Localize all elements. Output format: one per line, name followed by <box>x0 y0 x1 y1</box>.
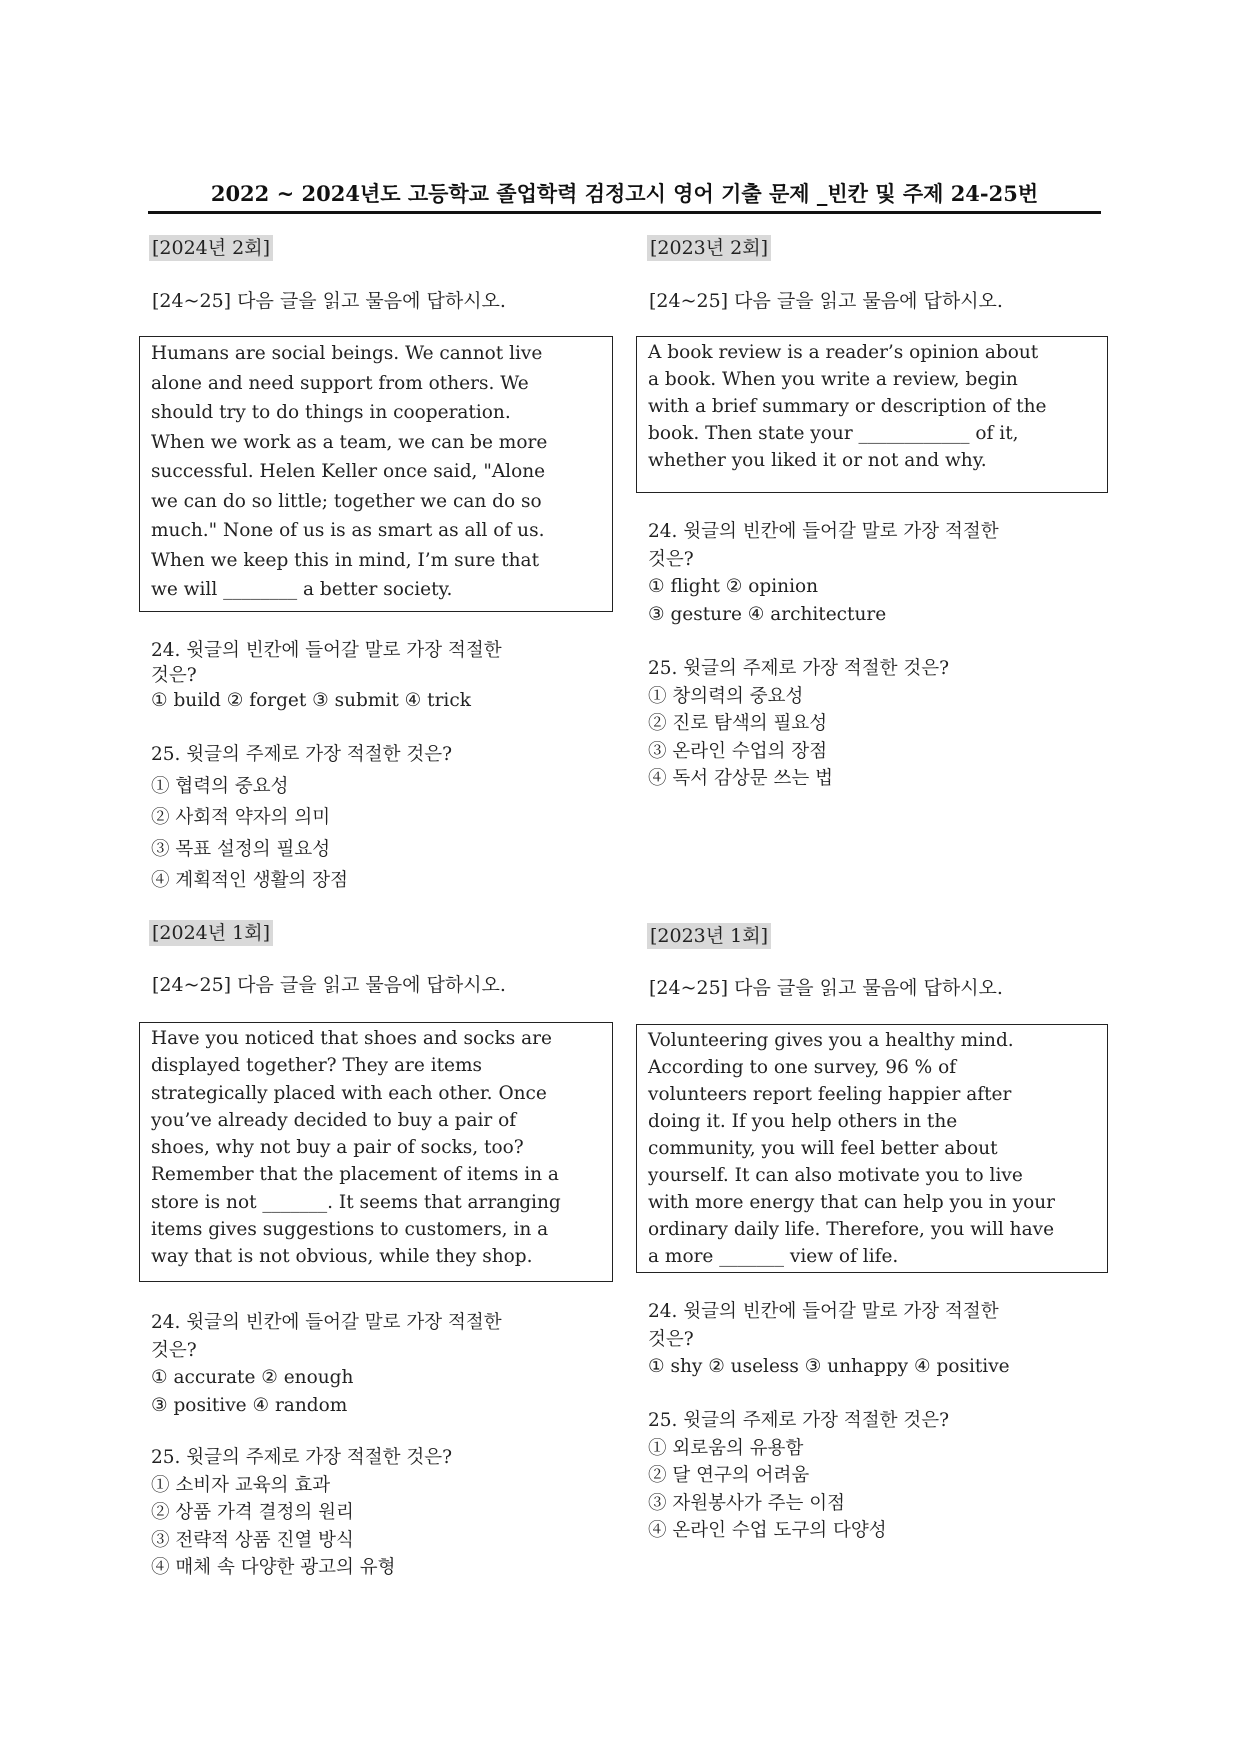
question-line: 25. 윗글의 주제로 가장 적절한 것은? <box>151 1447 453 1468</box>
question-line: 것은? <box>151 1339 197 1361</box>
section-instruction: [24~25] 다음 글을 읽고 물음에 답하시오. <box>152 290 506 312</box>
passage-line: community, you will feel better about <box>648 1138 998 1159</box>
passage-box <box>139 336 613 612</box>
question-line: ④ 독서 감상문 쓰는 법 <box>648 768 833 789</box>
question-line: ④ 계획적인 생활의 장점 <box>151 870 348 891</box>
passage-line: with more energy that can help you in your <box>648 1192 1055 1213</box>
passage-line: much." None of us is as smart as all of us. <box>151 520 545 541</box>
question-line: ② 진로 탐색의 필요성 <box>648 713 828 734</box>
passage-line: Humans are social beings. We cannot live <box>151 343 543 364</box>
passage-line: yourself. It can also motivate you to live <box>648 1165 1023 1186</box>
question-line: 24. 윗글의 빈칸에 들어갈 말로 가장 적절한 <box>151 1312 502 1333</box>
section-instruction: [24~25] 다음 글을 읽고 물음에 답하시오. <box>649 977 1003 999</box>
question-line: 25. 윗글의 주제로 가장 적절한 것은? <box>648 658 950 679</box>
question-25 <box>151 739 452 897</box>
passage-box <box>139 1022 613 1282</box>
passage-line: should try to do things in cooperation. <box>151 402 511 423</box>
section-label: [2023년 2회] <box>647 235 771 261</box>
question-line: ③ 온라인 수업의 장점 <box>648 740 828 762</box>
question-line: ③ 목표 설정의 필요성 <box>151 838 331 860</box>
question-line: 24. 윗글의 빈칸에 들어갈 말로 가장 적절한 <box>648 1301 999 1322</box>
question-25 <box>151 1444 452 1582</box>
passage-line: A book review is a reader’s opinion about <box>648 342 1039 363</box>
question-line: ① build ② forget ③ submit ④ trick <box>151 690 471 711</box>
question-line: 것은? <box>648 548 694 570</box>
question-25 <box>648 655 949 793</box>
question-24 <box>151 1309 502 1419</box>
question-line: ① flight ② opinion <box>648 576 819 597</box>
section-label: [2024년 2회] <box>149 235 273 261</box>
passage-line: Volunteering gives you a healthy mind. <box>648 1030 1014 1051</box>
question-line: ② 달 연구의 어려움 <box>648 1465 810 1486</box>
passage-line: shoes, why not buy a pair of socks, too? <box>151 1137 524 1159</box>
question-24 <box>151 638 502 713</box>
passage-line: When we keep this in mind, I’m sure that <box>151 549 540 571</box>
question-line: ④ 온라인 수업 도구의 다양성 <box>648 1520 887 1541</box>
passage-line: alone and need support from others. We <box>151 372 529 394</box>
question-24 <box>648 518 999 628</box>
passage-line: book. Then state your ____________ of it, <box>648 423 1019 444</box>
passage-line: ordinary daily life. Therefore, you will have <box>648 1219 1055 1240</box>
passage-line: items gives suggestions to customers, in a <box>151 1219 549 1241</box>
passage-line: successful. Helen Keller once said, "Alone <box>151 461 546 482</box>
passage-line: store is not _______. It seems that arranging <box>151 1191 561 1213</box>
passage-line: When we work as a team, we can be more <box>151 431 548 453</box>
section-label: [2024년 1회] <box>149 920 273 946</box>
question-line: ① 외로움의 유용함 <box>648 1437 804 1459</box>
passage-line: Remember that the placement of items in a <box>151 1164 559 1186</box>
title-divider <box>148 211 1101 214</box>
passage-line: strategically placed with each other. Once <box>151 1082 547 1104</box>
question-line: 25. 윗글의 주제로 가장 적절한 것은? <box>648 1410 950 1431</box>
question-line: ① shy ② useless ③ unhappy ④ positive <box>648 1356 1010 1377</box>
question-line: 24. 윗글의 빈칸에 들어갈 말로 가장 적절한 <box>151 640 502 661</box>
question-line: 25. 윗글의 주제로 가장 적절한 것은? <box>151 744 453 765</box>
question-line: 24. 윗글의 빈칸에 들어갈 말로 가장 적절한 <box>648 521 999 542</box>
passage-box <box>636 336 1108 493</box>
question-line: ① 협력의 중요성 <box>151 775 289 797</box>
passage-line: you’ve already decided to buy a pair of <box>151 1109 517 1131</box>
section-label: [2023년 1회] <box>647 923 771 949</box>
question-line: ① 창의력의 중요성 <box>648 685 804 707</box>
passage-line: According to one survey, 96 % of <box>648 1057 957 1078</box>
passage-box <box>636 1024 1108 1273</box>
section-instruction: [24~25] 다음 글을 읽고 물음에 답하시오. <box>152 974 506 996</box>
document-title: 2022 ~ 2024년도 고등학교 졸업학력 검정고시 영어 기출 문제 _빈칸 및 주제 24-25번 <box>210 181 1039 206</box>
question-line: ② 상품 가격 결정의 원리 <box>151 1502 354 1523</box>
passage-line: with a brief summary or description of the <box>648 396 1047 417</box>
question-line: ③ gesture ④ architecture <box>648 603 887 625</box>
question-line: ① accurate ② enough <box>151 1367 354 1388</box>
passage-line: way that is not obvious, while they shop. <box>151 1246 533 1268</box>
passage-line: whether you liked it or not and why. <box>648 450 987 471</box>
question-line: ③ 자원봉사가 주는 이점 <box>648 1492 845 1514</box>
question-line: 것은? <box>648 1328 694 1350</box>
passage-line: displayed together? They are items <box>151 1055 483 1077</box>
question-24 <box>648 1298 1010 1381</box>
question-25 <box>648 1407 949 1545</box>
question-line: ④ 매체 속 다양한 광고의 유형 <box>151 1557 396 1578</box>
question-line: ① 소비자 교육의 효과 <box>151 1474 331 1496</box>
passage-line: we will ________ a better society. <box>151 579 453 600</box>
passage-line: Have you noticed that shoes and socks are <box>151 1028 552 1049</box>
question-line: ③ 전략적 상품 진열 방식 <box>151 1529 354 1551</box>
passage-line: a more _______ view of life. <box>648 1246 899 1267</box>
passage-line: a book. When you write a review, begin <box>648 369 1018 390</box>
question-line: ② 사회적 약자의 의미 <box>151 807 331 828</box>
passage-line: we can do so little; together we can do so <box>151 490 542 512</box>
question-line: ③ positive ④ random <box>151 1394 348 1416</box>
passage-line: doing it. If you help others in the <box>648 1111 958 1132</box>
section-instruction: [24~25] 다음 글을 읽고 물음에 답하시오. <box>649 290 1003 312</box>
question-line: 것은? <box>151 665 197 686</box>
passage-line: volunteers report feeling happier after <box>648 1084 1012 1105</box>
